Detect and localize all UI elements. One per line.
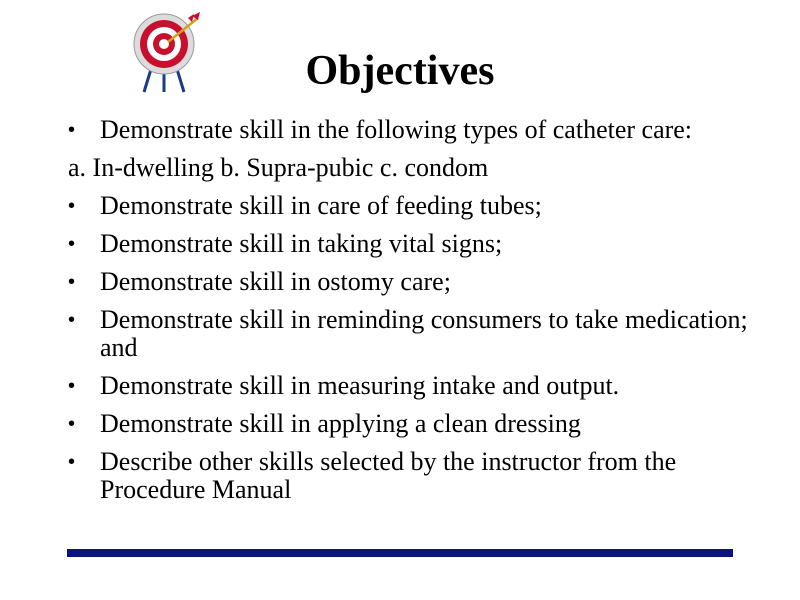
- list-item: • Demonstrate skill in applying a clean dressing: [68, 410, 748, 438]
- list-item: • Describe other skills selected by the instructor from the Procedure Manual: [68, 448, 748, 504]
- list-item: • Demonstrate skill in care of feeding tubes;: [68, 192, 748, 220]
- list-item: • Demonstrate skill in reminding consumers to take medication; and: [68, 306, 748, 362]
- list-item: • Demonstrate skill in taking vital signs;: [68, 230, 748, 258]
- list-item-subtypes: a. In-dwelling b. Supra-pubic c. condom: [68, 153, 489, 182]
- footer-divider: [67, 549, 733, 557]
- list-item: • Demonstrate skill in the following types of catheter care:: [68, 116, 748, 144]
- list-item: • Demonstrate skill in ostomy care;: [68, 268, 748, 296]
- list-item: • Demonstrate skill in measuring intake and output.: [68, 372, 748, 400]
- objectives-list: [68, 116, 748, 514]
- slide-title: Objectives: [305, 48, 495, 94]
